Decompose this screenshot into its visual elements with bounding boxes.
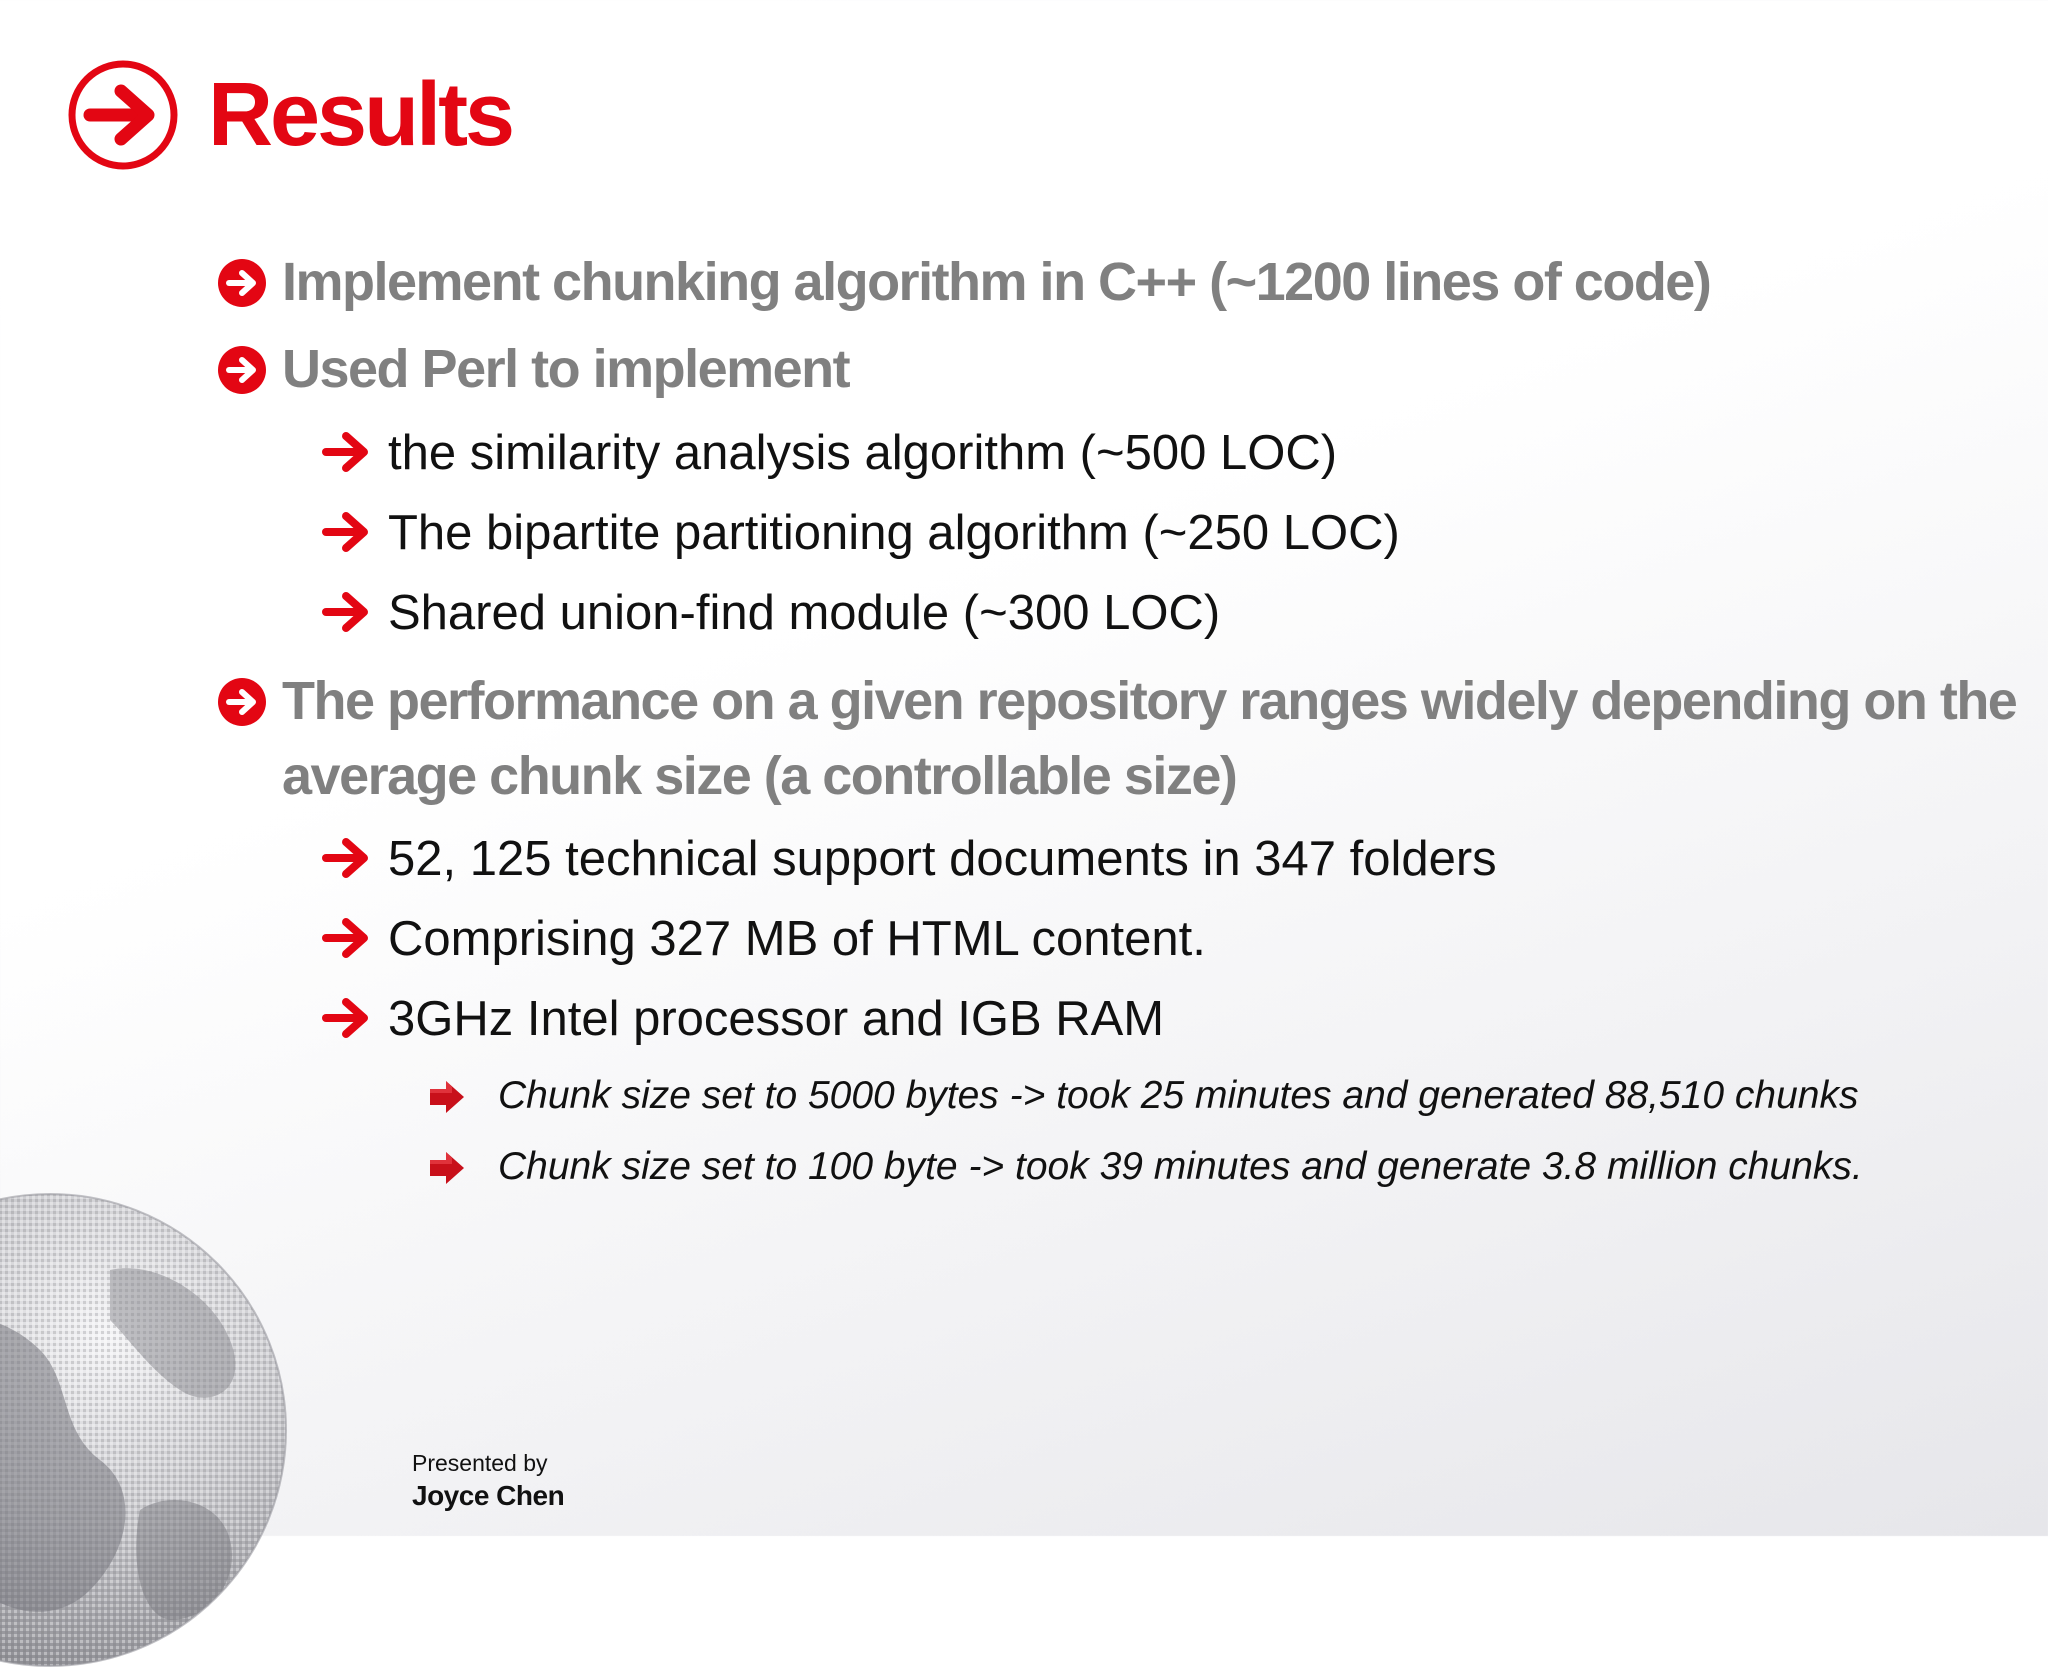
list-item (322, 829, 1497, 889)
presented-by-label: Presented by (412, 1450, 548, 1476)
bullet-text: Comprising 327 MB of HTML content. (388, 912, 1206, 966)
bullet-text: Chunk size set to 5000 bytes -> took 25 minutes and generated 88,510 chunks (498, 1074, 1859, 1117)
circled-arrow-right-icon (216, 344, 268, 396)
list-item (216, 664, 2022, 814)
title-row (66, 58, 512, 172)
list-item (322, 423, 1337, 483)
block-arrow-right-icon (428, 1079, 468, 1115)
slide-title: Results (208, 65, 513, 165)
presenter-footer (412, 1448, 564, 1514)
arrow-right-icon (322, 589, 372, 635)
list-item (322, 909, 1206, 969)
bullet-text: Shared union-find module (~300 LOC) (388, 586, 1221, 640)
bullet-text: Used Perl to implement (282, 339, 850, 399)
list-item (216, 332, 2022, 407)
arrow-right-icon (322, 429, 372, 475)
bullet-text: 3GHz Intel processor and IGB RAM (388, 992, 1165, 1046)
circled-arrow-right-icon (216, 676, 268, 728)
list-item (428, 1071, 1858, 1121)
globe-image (0, 1190, 290, 1670)
presenter-name: Joyce Chen (412, 1480, 565, 1511)
arrow-right-icon (322, 509, 372, 555)
arrow-right-icon (322, 835, 372, 881)
list-item (322, 583, 1220, 643)
arrow-right-icon (322, 995, 372, 1041)
bullet-text: Chunk size set to 100 byte -> took 39 minutes and generate 3.8 million chunks. (498, 1145, 1863, 1188)
bullet-text: The performance on a given repository ranges widely depending on the average chunk size (a controllable size) (282, 671, 2017, 806)
circled-arrow-right-icon (216, 257, 268, 309)
circled-arrow-right-icon (66, 58, 180, 172)
bullet-text: 52, 125 technical support documents in 347 folders (388, 832, 1497, 886)
list-item (428, 1142, 1863, 1192)
bullet-text: The bipartite partitioning algorithm (~250 LOC) (388, 506, 1400, 560)
bullet-text: the similarity analysis algorithm (~500 LOC) (388, 426, 1338, 480)
list-item (322, 989, 1164, 1049)
list-item (322, 503, 1400, 563)
list-item (216, 245, 2022, 320)
bullet-text: Implement chunking algorithm in C++ (~1200 lines of code) (282, 252, 1711, 312)
block-arrow-right-icon (428, 1150, 468, 1186)
arrow-right-icon (322, 915, 372, 961)
